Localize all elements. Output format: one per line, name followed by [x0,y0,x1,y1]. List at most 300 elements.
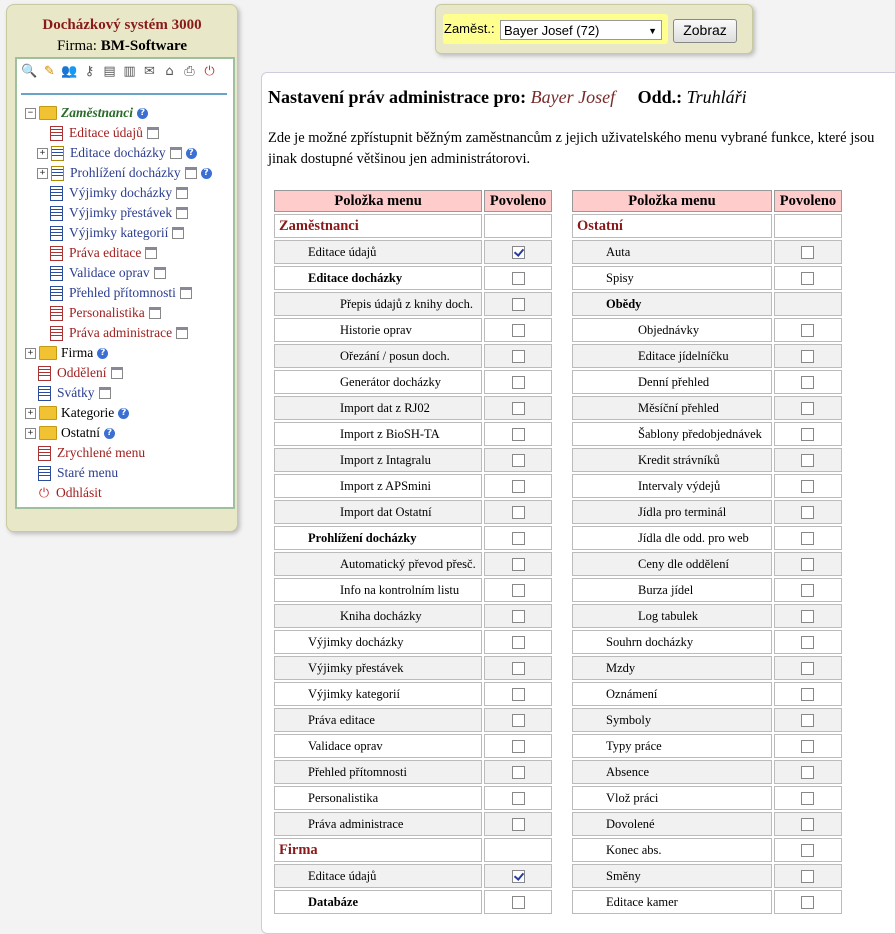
allowed-checkbox[interactable] [512,870,525,883]
permission-row [572,318,842,342]
allowed-checkbox[interactable] [801,688,814,701]
permission-allowed-cell [774,500,842,524]
permission-label: Automatický převod přesč. [274,552,482,576]
tree-item-label: Kategorie [61,405,115,420]
permission-row [274,292,552,316]
permission-row [274,552,552,576]
tree-item[interactable] [37,143,197,163]
permission-label: Spisy [572,266,772,290]
show-button[interactable]: Zobraz [673,19,737,43]
allowed-checkbox[interactable] [801,454,814,467]
permission-allowed-cell [484,604,552,628]
allowed-checkbox[interactable] [801,272,814,285]
logout-icon: ⏻ [38,485,50,501]
permission-allowed-cell [484,708,552,732]
permission-allowed-cell [774,630,842,654]
col-header-allowed: Povoleno [484,190,552,212]
permission-allowed-cell [484,760,552,784]
key-icon[interactable]: ⚷ [84,64,95,79]
permission-allowed-cell [484,656,552,680]
permission-row [274,266,552,290]
permission-label: Ceny dle oddělení [572,552,772,576]
permission-label: Validace oprav [274,734,482,758]
tree-item[interactable] [50,203,188,223]
tree-item[interactable] [50,223,184,243]
permission-row [274,578,552,602]
company-line [7,38,237,55]
allowed-checkbox[interactable] [512,792,525,805]
permission-row [572,396,842,420]
nav-tree-box [15,57,235,509]
permission-row [572,214,842,238]
allowed-checkbox[interactable] [801,896,814,909]
permission-allowed-cell [484,266,552,290]
permission-row [274,838,552,862]
new-window-icon[interactable] [180,287,192,299]
allowed-checkbox[interactable] [801,662,814,675]
help-icon[interactable]: ? [97,348,108,359]
permission-label: Oznámení [572,682,772,706]
allowed-checkbox[interactable] [512,376,525,389]
permission-label: Import z APSmini [274,474,482,498]
permission-row [274,786,552,810]
pencil-icon[interactable]: ✎ [44,64,55,79]
allowed-checkbox[interactable] [801,740,814,753]
permission-label: Editace kamer [572,890,772,914]
permission-label: Editace docházky [274,266,482,290]
permission-label: Import dat Ostatní [274,500,482,524]
tree-item[interactable] [50,123,159,143]
main-panel [261,72,895,934]
allowed-checkbox[interactable] [512,324,525,337]
app-title: Docházkový systém 3000 [42,17,202,33]
allowed-checkbox[interactable] [801,766,814,779]
expand-icon[interactable]: + [25,428,36,439]
permission-row [274,760,552,784]
tree-item-label: Práva editace [69,245,142,260]
permission-row [572,292,842,316]
permission-row [274,474,552,498]
permission-label: Jídla pro terminál [572,500,772,524]
help-icon[interactable]: ? [201,168,212,179]
permission-allowed-cell [484,500,552,524]
permission-allowed-cell [774,474,842,498]
tree-item[interactable] [38,483,102,503]
permission-row [572,240,842,264]
permission-allowed-cell [484,864,552,888]
permission-row [572,266,842,290]
tree-item-label: Validace oprav [69,265,150,280]
permission-row [274,682,552,706]
allowed-checkbox[interactable] [512,662,525,675]
permission-label: Ostatní [572,214,772,238]
allowed-checkbox[interactable] [801,792,814,805]
col-header-item: Položka menu [572,190,772,212]
allowed-checkbox[interactable] [512,350,525,363]
document-icon [50,246,63,261]
search-icon[interactable]: 🔍 [21,64,38,79]
employee-select[interactable] [500,20,662,40]
tree-item-label: Zrychlené menu [57,445,146,460]
permission-label: Editace údajů [274,240,482,264]
allowed-checkbox[interactable] [801,610,814,623]
tree-item[interactable] [50,303,161,323]
permission-label: Auta [572,240,772,264]
permission-allowed-cell [774,734,842,758]
tree-item-label: Práva administrace [69,325,173,340]
permission-label: Burza jídel [572,578,772,602]
allowed-checkbox[interactable] [801,376,814,389]
document-icon [50,126,63,141]
permission-label: Měsíční přehled [572,396,772,420]
printer-icon[interactable]: ⎙ [184,64,195,79]
tree-item[interactable] [50,283,192,303]
permission-label: Šablony předobjednávek [572,422,772,446]
permission-allowed-cell [484,734,552,758]
allowed-checkbox[interactable] [512,818,525,831]
permission-allowed-cell [774,604,842,628]
document-icon [50,226,63,241]
allowed-checkbox[interactable] [512,636,525,649]
title-prefix: Nastavení práv administrace pro: [268,87,527,107]
permission-label: Historie oprav [274,318,482,342]
employee-name: Bayer Josef [530,87,616,107]
allowed-checkbox[interactable] [512,272,525,285]
permission-allowed-cell [484,240,552,264]
tree-item-label: Odhlásit [56,485,102,500]
tree-item-label: Oddělení [57,365,107,380]
permission-row [274,448,552,472]
permission-allowed-cell [484,630,552,654]
allowed-checkbox[interactable] [512,402,525,415]
tree-item[interactable] [50,263,166,283]
new-window-icon[interactable] [111,367,123,379]
permission-label: Kniha docházky [274,604,482,628]
left-nav-panel [6,4,238,532]
document-icon [38,446,51,461]
tree-item[interactable] [25,403,129,423]
permission-allowed-cell [774,526,842,550]
permission-label: Generátor docházky [274,370,482,394]
tree-item-label: Firma [61,345,94,360]
tree-item[interactable] [50,183,188,203]
permission-label: Výjimky přestávek [274,656,482,680]
permission-row [572,708,842,732]
tree-item-label: Zaměstnanci [61,105,134,120]
permission-allowed-cell [484,370,552,394]
new-window-icon[interactable] [176,327,188,339]
permission-label: Dovolené [572,812,772,836]
allowed-checkbox[interactable] [801,480,814,493]
permission-row [274,526,552,550]
col-header-item: Položka menu [274,190,482,212]
collapse-icon[interactable]: − [25,108,36,119]
permission-row [572,656,842,680]
permission-row [572,864,842,888]
permission-label: Směny [572,864,772,888]
books-icon[interactable]: ▥ [123,64,136,79]
permission-label: Přehled přítomnosti [274,760,482,784]
permission-label: Editace jídelníčku [572,344,772,368]
help-icon[interactable]: ? [118,408,129,419]
toolbar-divider [21,93,227,95]
allowed-checkbox[interactable] [801,818,814,831]
document-icon [50,206,63,221]
new-window-icon[interactable] [176,187,188,199]
new-window-icon[interactable] [185,167,197,179]
permission-allowed-cell [484,812,552,836]
edit-document-icon [51,146,64,161]
document-icon [50,326,63,341]
allowed-checkbox[interactable] [801,506,814,519]
folder-icon [39,426,57,440]
permission-allowed-cell [484,682,552,706]
permission-row [572,812,842,836]
permission-allowed-cell [774,552,842,576]
new-window-icon[interactable] [176,207,188,219]
permission-allowed-cell [774,812,842,836]
permission-allowed-cell [484,448,552,472]
permissions-table-left [272,188,554,916]
tree-item[interactable] [38,463,118,483]
document-icon [38,366,51,381]
new-window-icon[interactable] [154,267,166,279]
permission-label: Denní přehled [572,370,772,394]
document-icon [38,466,51,481]
permission-allowed-cell [774,786,842,810]
permission-allowed-cell [774,448,842,472]
permission-allowed-cell [774,240,842,264]
company-label: Firma: [56,38,97,54]
permission-row [274,500,552,524]
intro-text: Zde je možné zpřístupnit běžným zaměstnancům z jejich uživatelského menu vybrané funkce, které jsou jinak dostupné většinou jen administrátorovi. [268,130,875,167]
allowed-checkbox[interactable] [801,714,814,727]
allowed-checkbox[interactable] [512,714,525,727]
permission-allowed-cell [484,318,552,342]
allowed-checkbox[interactable] [801,558,814,571]
permission-row [572,344,842,368]
permission-allowed-cell [774,656,842,680]
folder-icon [39,346,57,360]
permission-row [274,890,552,914]
new-window-icon[interactable] [170,147,182,159]
permission-row [274,708,552,732]
help-icon[interactable]: ? [137,108,148,119]
permission-allowed-cell [774,578,842,602]
permission-row [572,500,842,524]
allowed-checkbox[interactable] [512,610,525,623]
allowed-checkbox[interactable] [512,688,525,701]
expand-icon[interactable]: + [37,168,48,179]
permission-allowed-cell [774,370,842,394]
allowed-checkbox[interactable] [512,558,525,571]
new-window-icon[interactable] [99,387,111,399]
permission-row [572,604,842,628]
tree-item[interactable] [25,103,148,123]
permission-label: Konec abs. [572,838,772,862]
permission-allowed-cell [774,838,842,862]
tree-item[interactable] [38,443,145,463]
permission-label: Práva administrace [274,812,482,836]
permission-row [274,422,552,446]
col-header-allowed: Povoleno [774,190,842,212]
logout-icon[interactable]: ⏻ [204,64,215,79]
folder-icon [39,406,57,420]
new-window-icon[interactable] [147,127,159,139]
nav-toolbar [21,63,229,85]
tree-item[interactable] [38,383,111,403]
tree-item-label: Personalistika [69,305,145,320]
permission-allowed-cell [774,318,842,342]
permission-row [572,370,842,394]
permission-row [274,734,552,758]
permission-allowed-cell [484,474,552,498]
stamp-icon[interactable]: ✉ [144,64,155,79]
permission-row [572,578,842,602]
allowed-checkbox[interactable] [801,350,814,363]
allowed-checkbox[interactable] [512,584,525,597]
permission-row [274,812,552,836]
tree-item-label: Staré menu [57,465,119,480]
document-icon [50,266,63,281]
permission-row [274,370,552,394]
permission-allowed-cell [484,578,552,602]
dept-label: Odd.: [637,87,683,107]
tree-item-label: Výjimky kategorií [69,225,169,240]
permission-row [572,760,842,784]
permission-row [274,396,552,420]
company-name: BM-Software [100,38,188,54]
permission-row [274,864,552,888]
tree-item-label: Prohlížení docházky [70,165,181,180]
permission-allowed-cell [484,838,552,862]
expand-icon[interactable]: + [25,348,36,359]
employee-selector-panel [435,4,753,54]
permission-label: Import z Intagralu [274,448,482,472]
permission-label: Symboly [572,708,772,732]
folder-icon [39,106,57,120]
permission-label: Vlož práci [572,786,772,810]
document-icon [50,186,63,201]
permission-label: Objednávky [572,318,772,342]
permission-row [274,656,552,680]
allowed-checkbox[interactable] [512,428,525,441]
employee-label: Zaměst.: [444,21,495,36]
tree-item[interactable] [38,363,123,383]
new-window-icon[interactable] [172,227,184,239]
tree-item[interactable] [50,323,188,343]
permission-row [274,344,552,368]
permission-allowed-cell [774,292,842,316]
allowed-checkbox[interactable] [801,402,814,415]
expand-icon[interactable]: + [25,408,36,419]
allowed-checkbox[interactable] [512,506,525,519]
page-title [268,87,747,108]
edit-document-icon [51,166,64,181]
allowed-checkbox[interactable] [512,246,525,259]
tree-item[interactable] [25,343,108,363]
allowed-checkbox[interactable] [512,896,525,909]
allowed-checkbox[interactable] [512,766,525,779]
allowed-checkbox[interactable] [801,246,814,259]
permission-label: Log tabulek [572,604,772,628]
permission-label: Absence [572,760,772,784]
permission-label: Výjimky docházky [274,630,482,654]
permission-allowed-cell [774,760,842,784]
allowed-checkbox[interactable] [512,532,525,545]
allowed-checkbox[interactable] [512,480,525,493]
permission-label: Intervaly výdejů [572,474,772,498]
permission-allowed-cell [774,266,842,290]
permission-allowed-cell [774,864,842,888]
allowed-checkbox[interactable] [801,584,814,597]
permission-row [274,318,552,342]
permission-allowed-cell [484,786,552,810]
tree-item[interactable] [37,163,212,183]
permission-allowed-cell [774,214,842,238]
permission-allowed-cell [774,682,842,706]
allowed-checkbox[interactable] [801,428,814,441]
allowed-checkbox[interactable] [801,870,814,883]
house-icon[interactable]: ⌂ [165,64,174,79]
new-window-icon[interactable] [145,247,157,259]
tree-item[interactable] [50,243,157,263]
permission-row [274,630,552,654]
permission-row [572,786,842,810]
permission-allowed-cell [484,344,552,368]
tree-item-label: Ostatní [61,425,100,440]
permission-row [572,682,842,706]
document-icon [50,306,63,321]
allowed-checkbox[interactable] [801,532,814,545]
permission-label: Zaměstnanci [274,214,482,238]
permission-row [572,422,842,446]
tree-item[interactable] [25,423,115,443]
allowed-checkbox[interactable] [801,324,814,337]
permission-label: Editace údajů [274,864,482,888]
permission-allowed-cell [484,552,552,576]
tree-item-label: Výjimky přestávek [69,205,173,220]
permission-label: Import dat z RJ02 [274,396,482,420]
allowed-checkbox[interactable] [512,740,525,753]
permission-row [572,552,842,576]
permission-allowed-cell [484,292,552,316]
permission-allowed-cell [484,214,552,238]
help-icon[interactable]: ? [186,148,197,159]
expand-icon[interactable]: + [37,148,48,159]
permission-label: Mzdy [572,656,772,680]
help-icon[interactable]: ? [104,428,115,439]
doc-icon[interactable]: ▤ [103,64,116,79]
new-window-icon[interactable] [149,307,161,319]
permission-label: Jídla dle odd. pro web [572,526,772,550]
permission-label: Výjimky kategorií [274,682,482,706]
allowed-checkbox[interactable] [512,454,525,467]
allowed-checkbox[interactable] [801,636,814,649]
permissions-table-right [570,188,844,916]
permission-label: Import z BioSH-TA [274,422,482,446]
permission-allowed-cell [774,708,842,732]
tree-item-label: Přehled přítomnosti [69,285,176,300]
permission-row [274,604,552,628]
allowed-checkbox[interactable] [801,844,814,857]
permission-row [572,474,842,498]
allowed-checkbox[interactable] [512,298,525,311]
permission-row [572,630,842,654]
permission-row [572,526,842,550]
permission-row [274,214,552,238]
users-icon[interactable]: 👥 [61,64,78,79]
